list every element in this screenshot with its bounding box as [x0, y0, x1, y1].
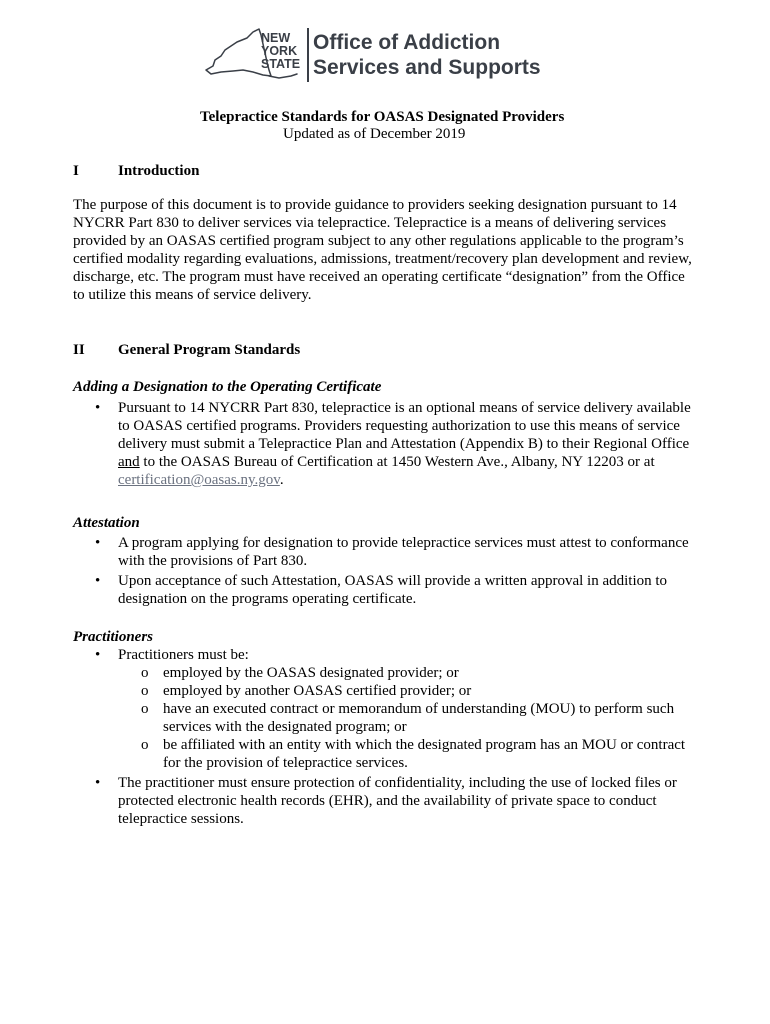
sub-list-item — [118, 682, 698, 700]
bullet-icon: • — [95, 647, 101, 663]
sub-item-text: be affiliated with an entity with which the designated program has an MOU or contract for the provision of telepractice services. — [163, 737, 686, 771]
bullet-icon: • — [95, 535, 101, 551]
list-item — [73, 774, 698, 828]
section-1-title: Introduction — [118, 163, 200, 179]
logo-state-text — [261, 32, 300, 71]
logo-line-state: STATE — [261, 57, 301, 71]
section-1-body: The purpose of this document is to provide guidance to providers seeking designation pursuant to 14 NYCRR Part 830 to deliver services via telepractice. Telepractice is a means of delivering services provided by an OASAS certified program subject to any other regulations applicable to the program’s certified modality regarding evaluations, admissions, treatment/recovery plan development and review, discharge, etc. The program must have received an operating certificate “designation” from the Office to utilize this means of service delivery. — [73, 197, 692, 303]
adding-text-1: Pursuant to 14 NYCRR Part 830, telepractice is an optional means of service delivery available to OASAS certified programs. Providers requesting authorization to use this means of service delivery must submit a Telepractice Plan and Attestation (Appendix B) to their Regional Office — [118, 400, 691, 452]
list-item — [73, 534, 698, 570]
logo-line-york: YORK — [261, 44, 298, 58]
subheading-adding-designation: Adding a Designation to the Operating Certificate — [73, 379, 382, 395]
section-1-number: I — [73, 163, 79, 179]
sub-item-text: employed by the OASAS designated provider; or — [163, 665, 459, 681]
attestation-bullet-1: A program applying for designation to provide telepractice services must attest to conformance with the provisions of Part 830. — [118, 535, 689, 569]
practitioners-sublist — [118, 664, 698, 772]
sub-list-item — [118, 736, 698, 772]
adding-designation-list — [73, 399, 698, 491]
practitioners-list — [73, 646, 698, 830]
subheading-attestation: Attestation — [73, 515, 140, 531]
adding-text-end: . — [279, 472, 284, 488]
sub-list-item — [118, 700, 698, 736]
nys-oasas-logo — [203, 22, 543, 86]
attestation-list — [73, 534, 698, 610]
bullet-icon: • — [95, 775, 101, 791]
document-subtitle: Updated as of December 2019 — [283, 126, 466, 142]
logo-office-line-1: Office of Addiction — [313, 31, 501, 54]
logo-office-name — [313, 30, 541, 80]
circle-bullet-icon: o — [141, 665, 149, 681]
logo-line-new: NEW — [261, 31, 291, 45]
subheading-practitioners: Practitioners — [73, 629, 154, 645]
certification-email-link[interactable]: certification@oasas.ny.gov — [118, 472, 280, 488]
circle-bullet-icon: o — [141, 683, 149, 699]
list-item — [73, 646, 698, 772]
list-item — [73, 572, 698, 608]
section-2-title: General Program Standards — [118, 342, 301, 358]
practitioners-bullet-1: Practitioners must be: — [118, 647, 249, 663]
bullet-icon: • — [95, 400, 101, 416]
sub-list-item — [118, 664, 698, 682]
circle-bullet-icon: o — [141, 737, 149, 753]
list-item — [73, 399, 698, 489]
attestation-bullet-2: Upon acceptance of such Attestation, OASAS will provide a written approval in addition to designation on the programs operating certificate. — [118, 573, 668, 607]
circle-bullet-icon: o — [141, 701, 149, 717]
document-title: Telepractice Standards for OASAS Designated Providers — [200, 109, 565, 125]
sub-item-text: employed by another OASAS certified provider; or — [163, 683, 472, 699]
logo-divider — [307, 28, 309, 82]
underlined-and: and — [118, 454, 140, 470]
adding-text-2: to the OASAS Bureau of Certification at 1450 Western Ave., Albany, NY 12203 or at — [139, 454, 655, 470]
section-2-number: II — [73, 342, 85, 358]
sub-item-text: have an executed contract or memorandum of understanding (MOU) to perform such services with the designated program; or — [163, 701, 675, 735]
practitioners-bullet-2: The practitioner must ensure protection of confidentiality, including the use of locked files or protected electronic health records (EHR), and the availability of private space to conduct telepractice sessions. — [118, 775, 677, 827]
logo-office-line-2: Services and Supports — [313, 56, 541, 79]
bullet-icon: • — [95, 573, 101, 589]
